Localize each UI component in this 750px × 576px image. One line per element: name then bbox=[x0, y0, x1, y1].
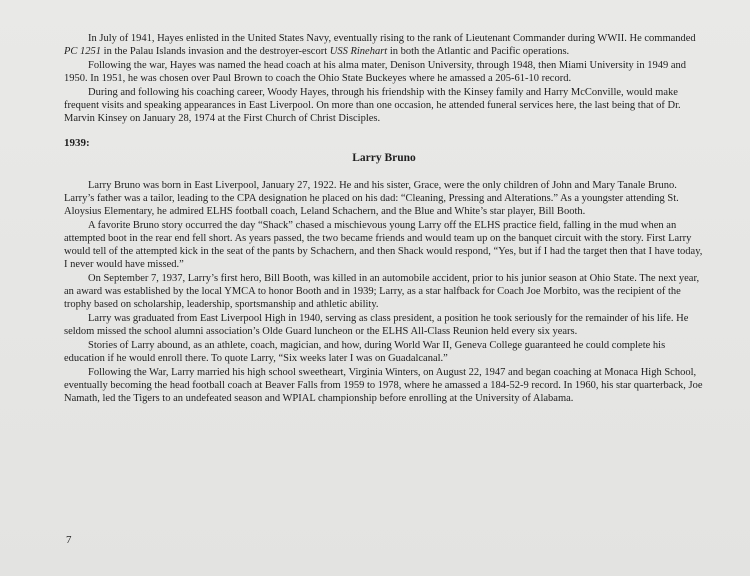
hayes-paragraph-coaching: Following the war, Hayes was named the head coach at his alma mater, Denison University, through 1948, then Miami University in 1949 and 1950. In 1951, he was chosen over Paul Brown to coach the Ohio State Buckeyes where he amassed a 205-61-10 record. bbox=[64, 60, 687, 84]
hayes-paragraph-navy bbox=[64, 32, 704, 58]
text-span: In July of 1941, Hayes enlisted in the United States Navy, eventually rising to the rank of Lieutenant Commander during WWII. He commanded bbox=[88, 33, 696, 44]
page-content bbox=[64, 32, 704, 406]
ship-name-pc1251: PC 1251 bbox=[64, 46, 102, 57]
bruno-paragraph-shack-story: A favorite Bruno story occurred the day “Shack” chased a mischievous young Larry off the ELHS practice field, falling in the mud when an attempted boot in the rear end fell short. As years passed, the two became friends and would team up on the banquet circuit with the story. First Larry would tell of the attempted kick in the seat of the pants by Schachern, and then Shack would respond, “Yes, but if I had the target then that I have today, I never would have missed.” bbox=[64, 220, 703, 270]
bruno-paragraph-stories: Stories of Larry abound, as an athlete, coach, magician, and how, during World War II, Geneva College guaranteed he could complete his education if he would enroll there. To quote Larry, “Six weeks later I was on Guadalcanal.” bbox=[64, 340, 666, 364]
year-heading: 1939: bbox=[64, 137, 90, 149]
section-title: Larry Bruno bbox=[352, 152, 416, 164]
bruno-paragraph-coaching: Following the War, Larry married his high school sweetheart, Virginia Winters, on August 22, 1947 and began coaching at Monaca High School, eventually becoming the head football coach at Beaver Falls from 1959 to 1978, where he amassed a 184-52-9 record. In 1960, his star quarterback, Joe Namath, led the Tigers to an undefeated season and WPIAL championship before enrolling at the University of Alabama. bbox=[64, 367, 703, 404]
bruno-paragraph-booth-award: On September 7, 1937, Larry’s first hero, Bill Booth, was killed in an automobile accident, prior to his junior season at Ohio State. The next year, an award was established by the local YMCA to honor Booth and in 1939; Larry, as a star halfback for Coach Joe Morbito, was the recipient of the trophy based on scholarship, leadership, sportsmanship and athletic ability. bbox=[64, 273, 700, 310]
bruno-paragraph-graduation: Larry was graduated from East Liverpool High in 1940, serving as class president, a position he took seriously for the remainder of his life. He seldom missed the school alumni association’s Olde Guard luncheon or the ELHS All-Class Reunion held every six years. bbox=[64, 313, 689, 337]
page-number: 7 bbox=[66, 534, 72, 546]
bruno-paragraph-birth: Larry Bruno was born in East Liverpool, January 27, 1922. He and his sister, Grace, were the only children of John and Mary Tanale Bruno. Larry’s father was a tailor, leading to the CPA designation he placed on his dad: “Cleaning, Pressing and Alterations.” As a youngster attending St. Aloysius Elementary, he admired ELHS football coach, Leland Schachern, and the Blue and White’s star player, Bill Booth. bbox=[64, 180, 679, 217]
hayes-paragraph-east-liverpool: During and following his coaching career, Woody Hayes, through his friendship with the Kinsey family and Harry McConville, would make frequent visits and speaking appearances in East Liverpool. On more than one occasion, he attended funeral services here, the last being that of Dr. Marvin Kinsey on January 28, 1974 at the First Church of Christ Disciples. bbox=[64, 87, 681, 124]
text-span: in both the Atlantic and Pacific operations. bbox=[387, 46, 570, 57]
ship-name-rinehart: USS Rinehart bbox=[329, 46, 388, 57]
text-span: in the Palau Islands invasion and the destroyer-escort bbox=[101, 46, 330, 57]
